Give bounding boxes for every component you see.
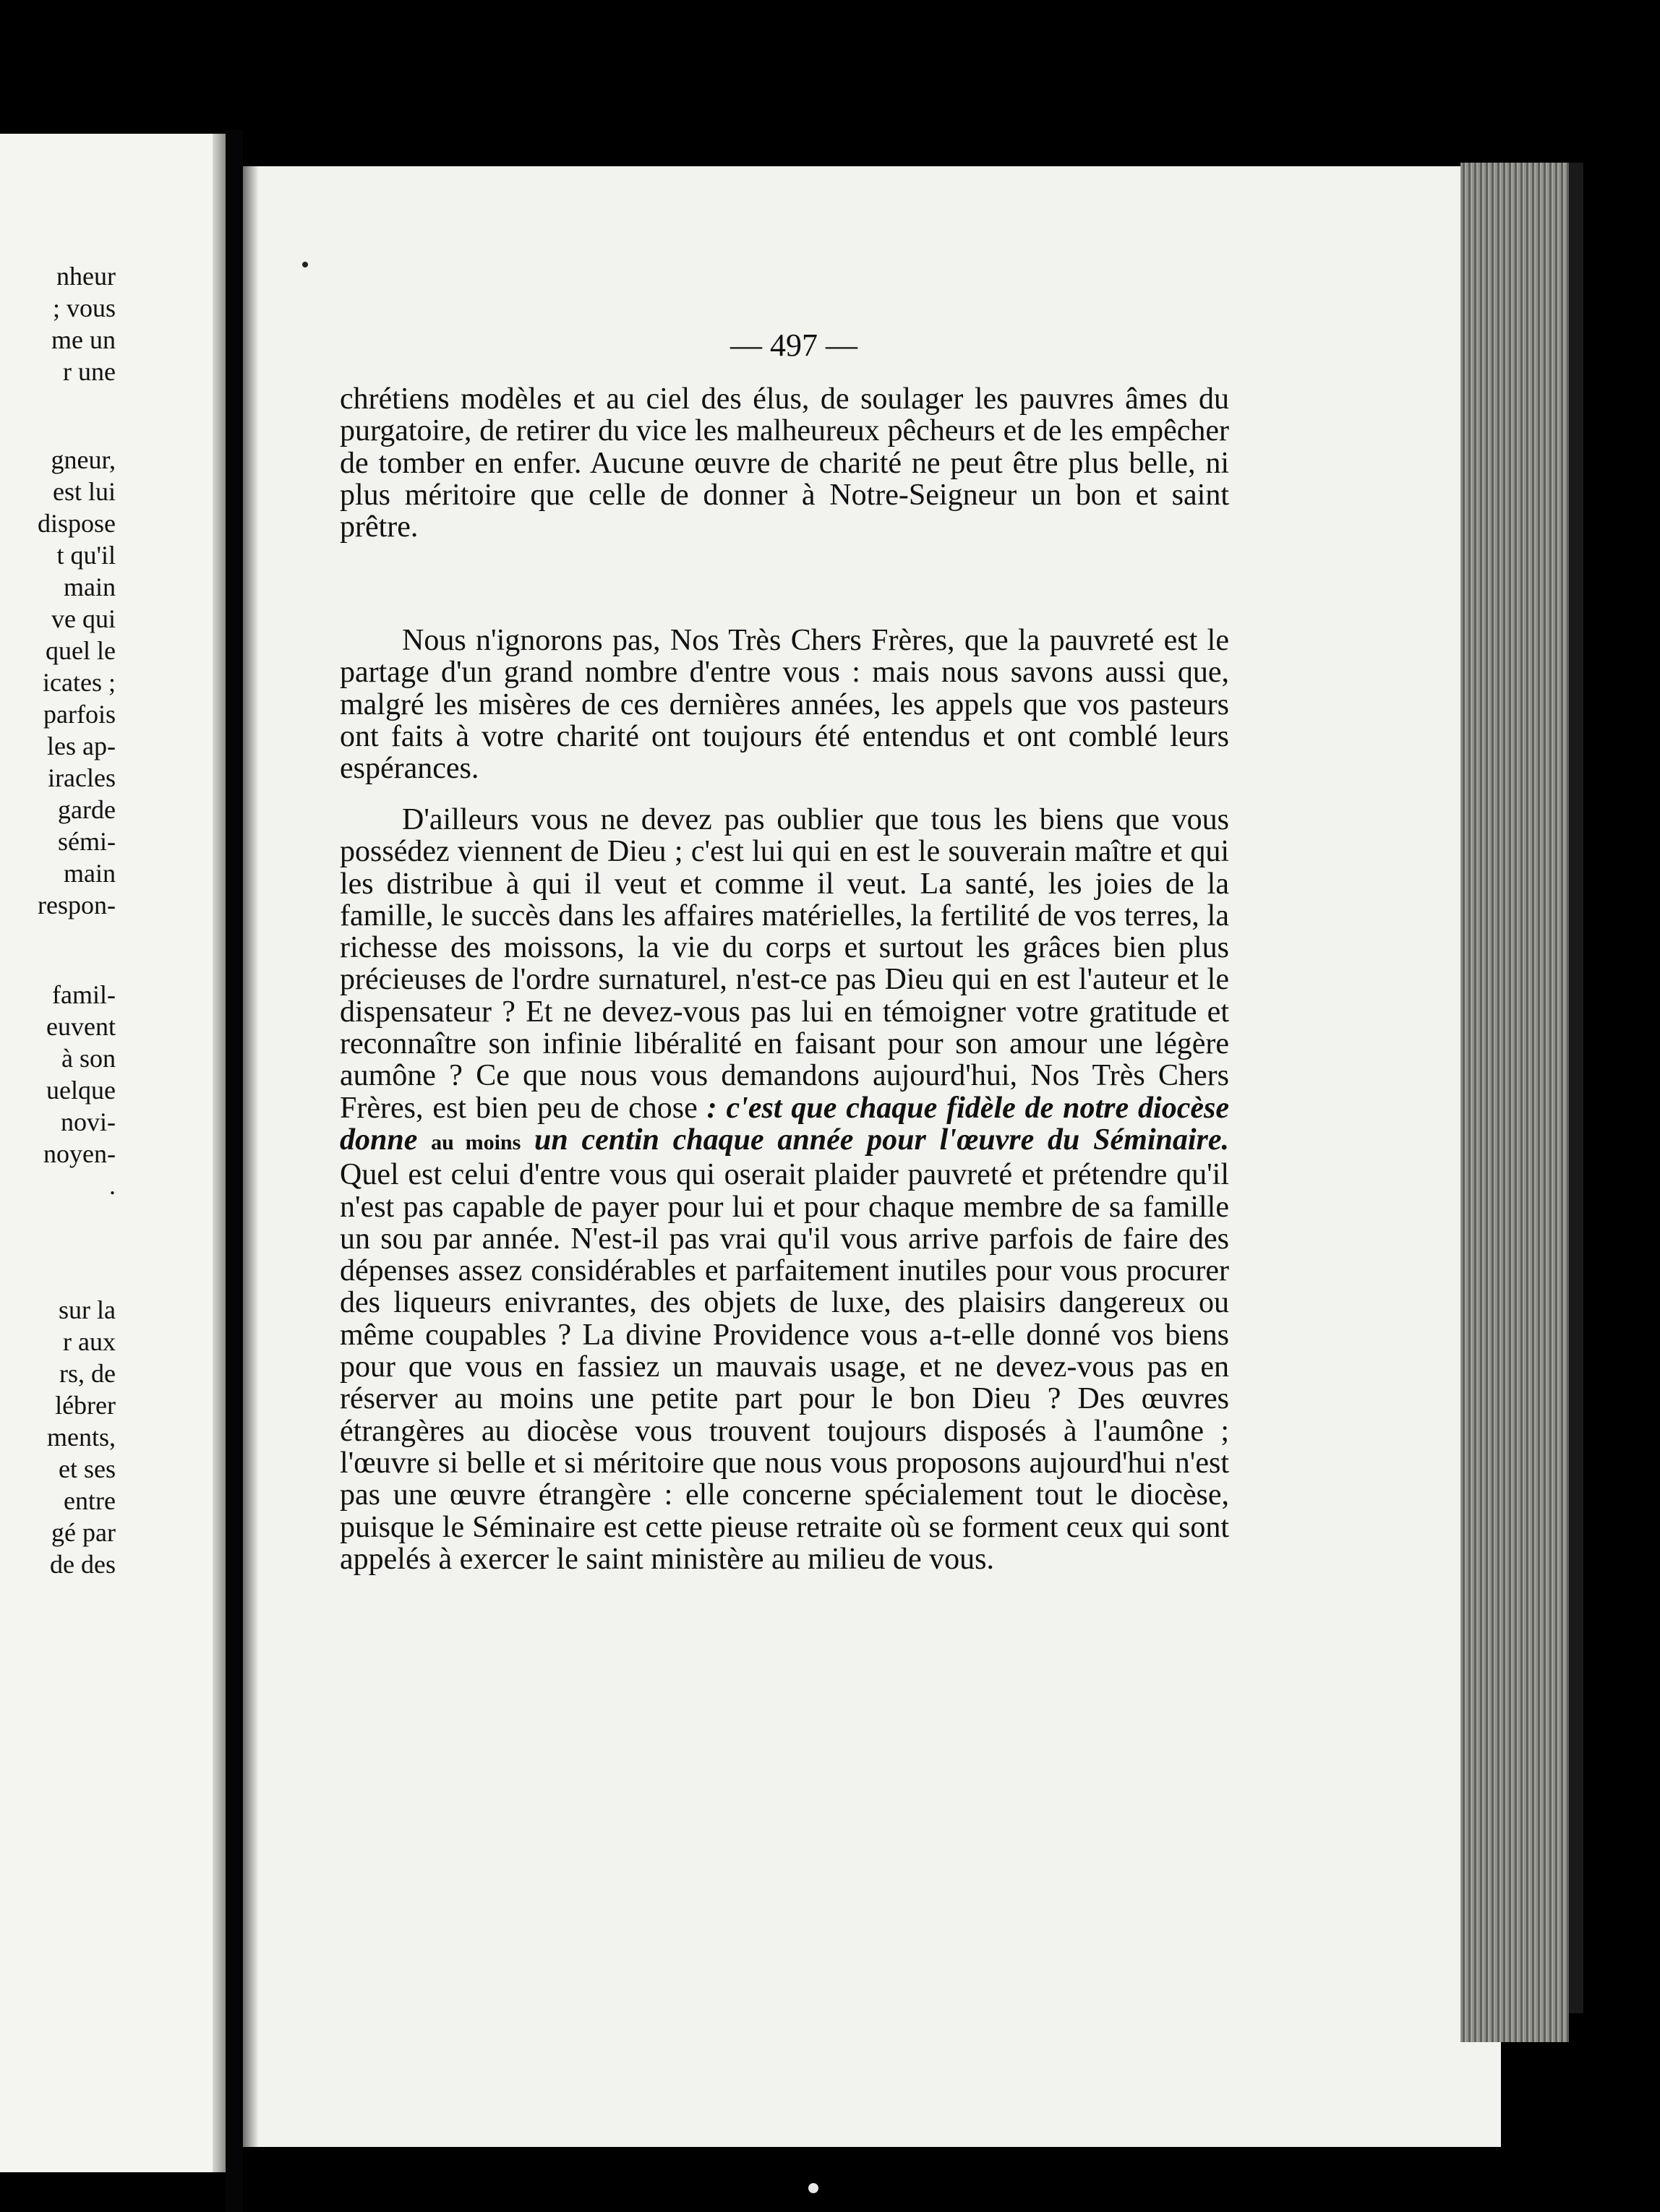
left-page-fragment: ments, <box>47 1423 116 1452</box>
left-page-fragment: nheur <box>56 262 116 291</box>
page-inner-shadow <box>243 166 259 2147</box>
left-page-fragment: t qu'il <box>56 541 116 570</box>
paragraph-3-emphasis: : c'est que chaque fidèle de notre diocèse donne <box>340 1091 1229 1157</box>
left-page-fragment: rs, de <box>59 1359 116 1388</box>
left-page-fragment: main <box>64 859 116 888</box>
book-gutter <box>226 130 243 2212</box>
scan-speck <box>808 2183 818 2193</box>
page-number: — 497 — <box>730 327 857 363</box>
left-page-fragment: noyen- <box>43 1139 116 1168</box>
left-page-fragment: et ses <box>59 1454 116 1483</box>
left-page-fragment: famil- <box>52 980 116 1009</box>
left-page-fragment: icates ; <box>43 668 116 697</box>
left-page-fragment: r aux <box>63 1327 116 1356</box>
paragraph-3-smallcaps: au moins <box>431 1130 521 1154</box>
left-page-fragment: garde <box>58 795 116 824</box>
left-page-fragment: novi- <box>61 1107 116 1136</box>
left-page-fragment: parfois <box>43 700 116 729</box>
paragraph-3-text-2: Quel est celui d'entre vous qui oserait plaider pauvreté et prétendre qu'il n'est pas capable de payer pour lui et pour chaque membre de sa famille un sou par année. N'est-il pas vrai qu'il vous arrive parfois de faire des dépenses assez considérables et parfaitement inutiles pour vous procurer des liqueurs enivrantes, des objets de luxe, des plaisirs dangereux ou même coupables ? La divine Providence vous a-t-elle donné vos biens pour que vous en fassiez un mauvais usage, et ne devez-vous pas en réserver au moins une petite part pour le bon Dieu ? Des œuvres étrangères au diocèse vous trouvent toujours disposés à l'aumône ; l'œuvre si belle et si méritoire que nous vous proposons aujourd'hui n'est pas une œuvre étrangère : elle concerne spécialement tout le diocèse, puisque le Séminaire est cette pieuse retraite où se forment ceux qui sont appelés à exercer le saint ministère au milieu de vous. <box>340 1158 1229 1576</box>
book-edge-shadow <box>1569 163 1583 2013</box>
left-page-fragment: quel le <box>46 636 116 665</box>
left-page-fragment: à son <box>61 1044 116 1073</box>
scan-speck <box>302 262 308 267</box>
paragraph-3-emphasis-2: un centin chaque année pour l'œuvre du Séminaire. <box>521 1123 1230 1157</box>
left-page-fragment: euvent <box>46 1012 116 1041</box>
left-page-fragment: ve qui <box>51 604 116 633</box>
left-page-fragment: les ap- <box>47 732 116 760</box>
paragraph-3 <box>340 804 1229 1575</box>
paragraph-3-text: D'ailleurs vous ne devez pas oublier que tous les biens que vous possédez viennent de Dieu ; c'est lui qui en est le souverain maître et qui les distribue à qui il veut et comme il veut. La santé, les joies de la famille, le succès dans les affaires matérielles, la fertilité de vos terres, la richesse des moissons, la vie du corps et surtout les grâces bien plus précieuses de l'ordre surnaturel, n'est-ce pas Dieu qui en est l'auteur et le dispensateur ? Et ne devez-vous pas lui en témoigner votre gratitude et reconnaître son infinie libéralité en faisant pour son amour une légère aumône ? Ce que nous vous demandons aujourd'hui, Nos Très Chers Frères, est bien peu de chose <box>340 803 1229 1125</box>
paragraph-2: Nous n'ignorons pas, Nos Très Chers Frères, que la pauvreté est le partage d'un grand nombre d'entre vous : mais nous savons aussi que, malgré les misères de ces dernières années, les appels que vos pasteurs ont faits à votre charité ont toujours été entendus et ont comblé leurs espérances. <box>340 624 1229 786</box>
left-page-fragment: me un <box>51 325 116 354</box>
left-page <box>0 134 226 2172</box>
left-page-fragment: lébrer <box>55 1391 116 1420</box>
left-page-fragment: gneur, <box>51 445 116 474</box>
left-page-fragment: est lui <box>53 477 116 506</box>
left-page-fragment: sur la <box>59 1295 116 1324</box>
left-page-fragment: main <box>64 573 116 601</box>
left-page-edge-shadow <box>213 134 226 2172</box>
left-page-fragment: ; vous <box>52 293 116 322</box>
left-page-fragment: respon- <box>38 891 116 919</box>
left-page-fragment: uelque <box>46 1076 116 1105</box>
left-page-fragment: entre <box>64 1486 116 1515</box>
left-page-fragment: r une <box>63 357 116 386</box>
paragraph-1: chrétiens modèles et au ciel des élus, de soulager les pauvres âmes du purgatoire, de retirer du vice les malheureux pêcheurs et de les empêcher de tomber en enfer. Aucune œuvre de charité ne peut être plus belle, ni plus méritoire que celle de donner à Notre-Seigneur un bon et saint prêtre. <box>340 382 1229 544</box>
left-page-fragment: . <box>109 1171 116 1200</box>
left-page-fragment: iracles <box>48 763 116 792</box>
left-page-fragment: gé par <box>51 1518 116 1547</box>
left-page-fragment: dispose <box>38 509 116 538</box>
left-page-fragment: sémi- <box>58 827 116 856</box>
book-page-edges <box>1460 163 1569 2042</box>
left-page-fragment: de des <box>50 1550 116 1579</box>
